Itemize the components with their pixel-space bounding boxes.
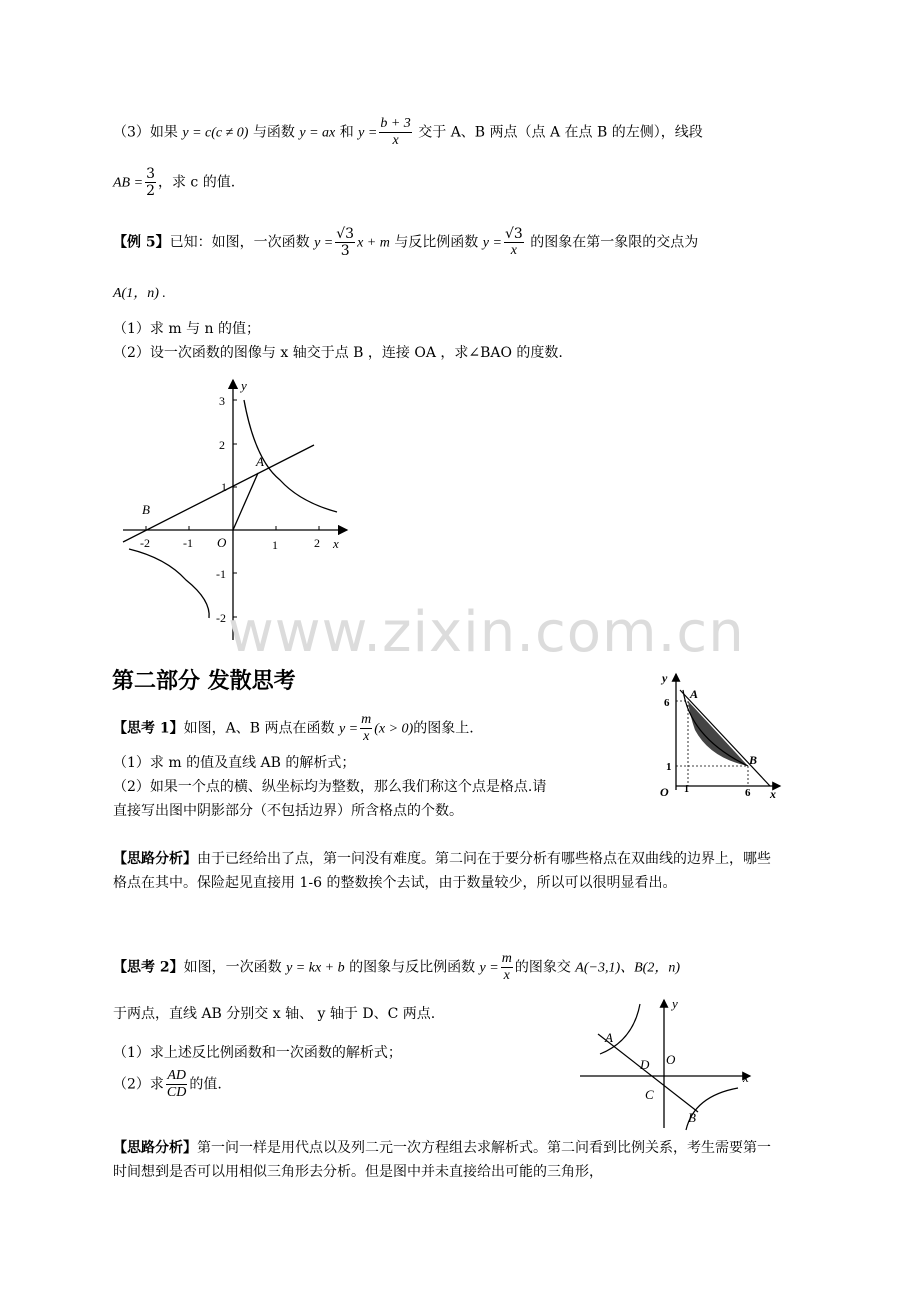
think2-text3: 的图象交 bbox=[514, 959, 571, 976]
think2-q2-prefix: （2）求 bbox=[113, 1076, 164, 1093]
think1-eq-lhs: y = bbox=[338, 721, 359, 737]
ytick-neg1: -1 bbox=[216, 567, 226, 581]
g3-label-C: C bbox=[645, 1087, 654, 1102]
analysis1-tag: 【思路分析】 bbox=[113, 851, 197, 867]
think1-text2: 的图象上. bbox=[413, 720, 474, 737]
g3-label-y: y bbox=[672, 996, 678, 1011]
q3-and: 和 bbox=[339, 124, 354, 141]
analysis1-text: 由于已经给出了点，第一问没有难度。第二问在于要分析有哪些格点在双曲线的边界上，哪些格点在其中。保险起见直接用 1-6 的整数挨个去试，由于数量较少，所以可以很明显看出。 bbox=[113, 851, 771, 891]
think2-q2-den: CD bbox=[166, 1085, 187, 1100]
linear-function-line bbox=[123, 445, 314, 542]
think2-q2 bbox=[113, 1068, 222, 1101]
q3-eq3-lhs: y = bbox=[358, 125, 378, 141]
ex5-line1 bbox=[113, 226, 698, 259]
think1-q2b: 直接写出图中阴影部分（不包括边界）所含格点的个数。 bbox=[113, 803, 463, 819]
think2-eq-num: m bbox=[501, 951, 512, 966]
q3-suffix: 交于 A、B 两点（点 A 在点 B 的左侧），线段 bbox=[418, 124, 703, 141]
g3-label-A: A bbox=[605, 1030, 613, 1045]
part2-title: 第二部分 发散思考 bbox=[112, 669, 296, 694]
think2-q2-fraction bbox=[166, 1068, 187, 1101]
analysis1 bbox=[113, 847, 781, 895]
g2-ytick-6: 6 bbox=[664, 697, 670, 709]
ex5-q2: （2）设一次函数的图像与 x 轴交于点 B ，连接 OA ，求∠BAO 的度数. bbox=[113, 345, 563, 361]
think1-graph bbox=[650, 668, 785, 798]
ex5-lin-num: √3 bbox=[336, 226, 355, 242]
think2-eq-fraction bbox=[501, 951, 513, 984]
think2-text2: 的图象与反比例函数 bbox=[349, 959, 476, 976]
think2-q2-num: AD bbox=[167, 1068, 186, 1083]
ex5-lin-lhs: y = bbox=[314, 235, 334, 251]
q3-eq3-den: x bbox=[392, 133, 399, 148]
analysis2-tag: 【思路分析】 bbox=[113, 1140, 197, 1156]
q3-eq3-num: b + 3 bbox=[380, 116, 411, 131]
ex5-text2: 与反比例函数 bbox=[394, 234, 479, 251]
watermark: www.zixin.com.cn bbox=[228, 600, 745, 665]
think2-eq-den: x bbox=[503, 968, 510, 983]
think1-eq-den: x bbox=[363, 729, 370, 744]
xtick-1: 1 bbox=[272, 538, 278, 552]
q3-line2 bbox=[113, 166, 235, 199]
analysis2-text: 第一问一样是用代点以及列二元一次方程组去求解析式。第二问看到比例关系，考生需要第一时间想到是否可以用相似三角形去分析。但是图中并未直接给出可能的三角形， bbox=[113, 1140, 771, 1180]
q3-eq2: y = ax bbox=[299, 125, 336, 141]
label-A: A bbox=[256, 454, 264, 469]
ex5-point: A(1，n) . bbox=[113, 286, 166, 301]
q3-prefix: （3）如果 bbox=[113, 124, 178, 141]
g2-label-A: A bbox=[690, 687, 699, 701]
ytick-2: 2 bbox=[219, 438, 225, 452]
think2-points: A(−3,1)、B(2，n) bbox=[575, 960, 680, 976]
q3-eq1: y = c(c ≠ 0) bbox=[182, 125, 249, 141]
ex5-inv-num: √3 bbox=[504, 226, 523, 242]
q3-mid1: 与函数 bbox=[252, 124, 295, 141]
ex5-text3: 的图象在第一象限的交点为 bbox=[530, 234, 699, 251]
ytick-3: 3 bbox=[219, 394, 225, 408]
label-x: x bbox=[333, 536, 339, 551]
g3-label-B: B bbox=[688, 1110, 696, 1125]
think1-cond: (x > 0) bbox=[374, 721, 414, 737]
label-O: O bbox=[217, 535, 227, 550]
ex5-text1: 已知：如图，一次函数 bbox=[169, 234, 310, 251]
xtick-neg1: -1 bbox=[183, 536, 193, 550]
xtick-neg2: -2 bbox=[140, 536, 150, 550]
g2-line-AB bbox=[680, 690, 770, 786]
think2-line2: 于两点，直线 AB 分别交 x 轴、 y 轴于 D、C 两点. bbox=[113, 1006, 436, 1022]
g3-label-D: D bbox=[640, 1057, 650, 1072]
think2-graph bbox=[578, 996, 758, 1131]
ytick-1: 1 bbox=[221, 480, 227, 494]
think2-q1: （1）求上述反比例函数和一次函数的解析式； bbox=[113, 1045, 402, 1061]
ytick-neg2: -2 bbox=[216, 611, 226, 625]
ex5-tag: 【例 5】 bbox=[113, 234, 170, 251]
think1-q2a: （2）如果一个点的横、纵坐标均为整数，那么我们称这个点是格点.请 bbox=[113, 779, 547, 795]
q3-ab-num: 3 bbox=[146, 166, 155, 182]
think2-tag: 【思考 2】 bbox=[113, 959, 184, 976]
ex5-inv-lhs: y = bbox=[482, 235, 502, 251]
think1-tag: 【思考 1】 bbox=[113, 720, 184, 737]
analysis2 bbox=[113, 1136, 781, 1184]
think2-q2-suffix: 的值. bbox=[189, 1076, 222, 1093]
label-y: y bbox=[241, 378, 247, 393]
think1-line1 bbox=[113, 712, 474, 745]
xtick-2: 2 bbox=[314, 536, 320, 550]
g3-label-O: O bbox=[666, 1052, 676, 1067]
g2-label-B: B bbox=[749, 753, 758, 767]
think1-text1: 如图，A、B 两点在函数 bbox=[183, 720, 335, 737]
ex5-lin-den: 3 bbox=[340, 243, 350, 259]
q3-eq3-fraction bbox=[379, 116, 411, 149]
shaded-region bbox=[688, 701, 748, 766]
label-B: B bbox=[142, 502, 150, 517]
think1-eq-fraction bbox=[360, 712, 372, 745]
think1-q1: （1）求 m 的值及直线 AB 的解析式； bbox=[113, 755, 356, 771]
ex5-inv-den: x bbox=[510, 243, 517, 258]
g3-label-x: x bbox=[743, 1070, 749, 1085]
g3-hyperbola-upper bbox=[600, 1004, 640, 1054]
ex5-inv-fraction bbox=[504, 226, 524, 259]
segment-OA bbox=[233, 473, 258, 530]
q3-ab-suffix: ，求 c 的值. bbox=[157, 174, 236, 191]
think2-line1 bbox=[113, 951, 680, 984]
g2-label-x: x bbox=[770, 787, 776, 798]
q3-ab-fraction bbox=[145, 166, 156, 199]
think2-eq-lhs: y = bbox=[479, 960, 499, 976]
q3-ab-den: 2 bbox=[146, 183, 155, 199]
g2-ytick-1: 1 bbox=[666, 761, 672, 773]
think2-lin: y = kx + b bbox=[286, 960, 345, 976]
ex5-lin-rest: x + m bbox=[357, 235, 390, 251]
ex5-lin-fraction bbox=[335, 226, 355, 259]
ex5-q1: （1）求 m 与 n 的值； bbox=[113, 321, 260, 337]
g2-xtick-1: 1 bbox=[684, 784, 689, 795]
think1-eq-num: m bbox=[361, 712, 372, 727]
g2-xtick-6: 6 bbox=[745, 787, 751, 798]
hyperbola-branch-3 bbox=[129, 549, 209, 618]
g2-label-O: O bbox=[660, 785, 669, 798]
q3-ab-lhs: AB = bbox=[113, 175, 144, 191]
g2-label-y: y bbox=[662, 671, 668, 685]
q3-line1 bbox=[113, 116, 703, 149]
think2-text1: 如图，一次函数 bbox=[183, 959, 282, 976]
